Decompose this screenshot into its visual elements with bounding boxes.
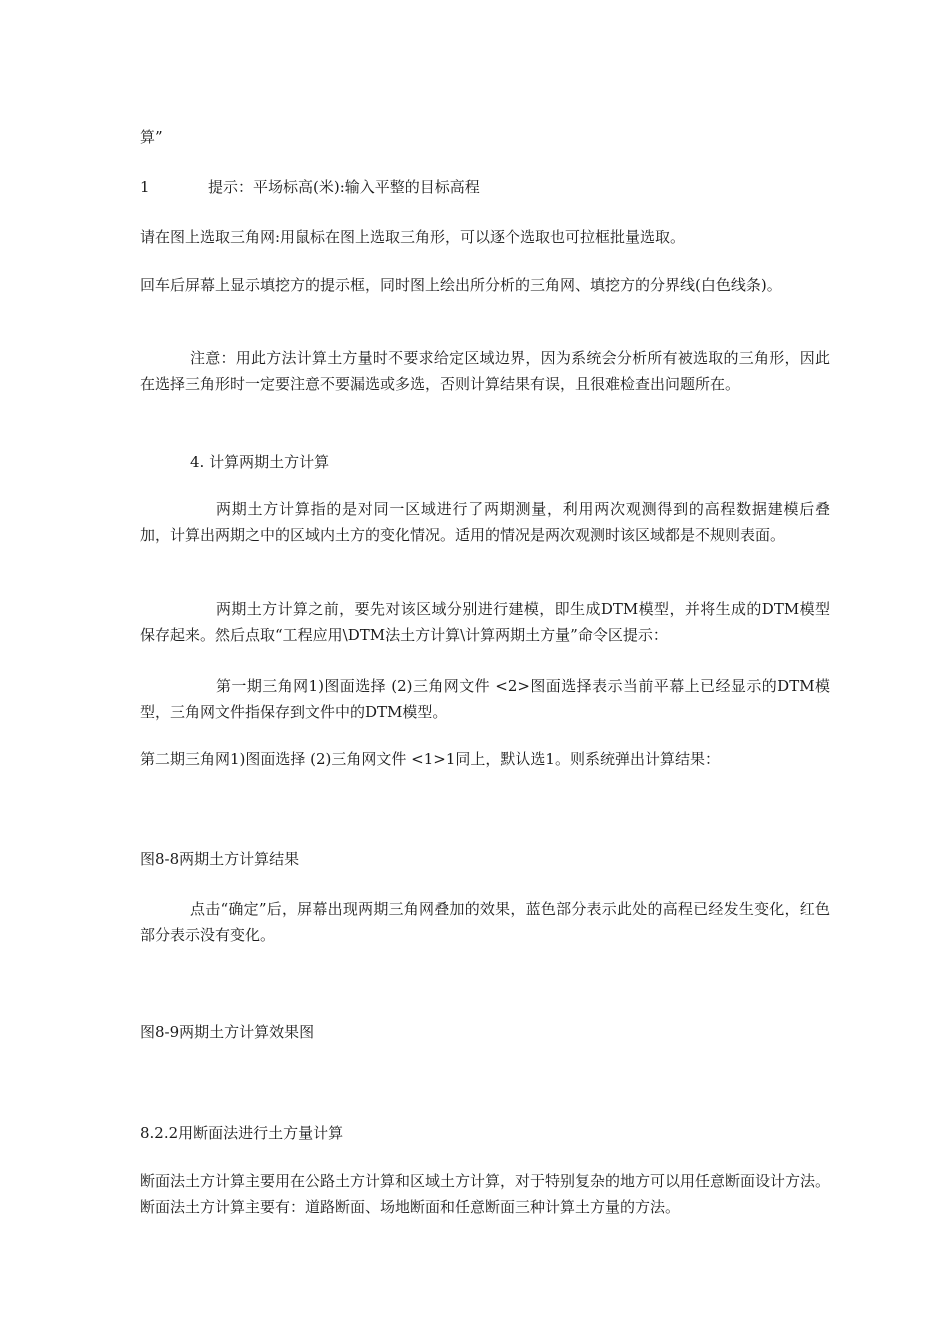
paragraph-continuation: 算” [140,128,163,146]
paragraph-second-phase: 第二期三角网1)图面选择 (2)三角网文件 <1>1同上，默认选1。则系统弹出计算结果： [140,750,720,768]
figure-caption-8-9: 图8-9两期土方计算效果图 [140,1023,315,1041]
paragraph-note: 注意：用此方法计算土方量时不要求给定区域边界，因为系统会分析所有被选取的三角形，因此在选择三角形时一定要注意不要漏选或多选，否则计算结果有误，且很难检查出问题所在。 [140,349,830,393]
paragraph-select-triangles: 请在图上选取三角网:用鼠标在图上选取三角形，可以逐个选取也可拉框批量选取。 [140,228,686,246]
paragraph-first-phase: 第一期三角网1)图面选择 (2)三角网文件 <2>图面选择表示当前平幕上已经显示的DTM模型，三角网文件指保存到文件中的DTM模型。 [140,677,830,721]
paragraph-two-phase-definition: 两期土方计算指的是对同一区域进行了两期测量，利用两次观测得到的高程数据建模后叠加，计算出两期之中的区域内土方的变化情况。适用的情况是两次观测时该区域都是不规则表面。 [140,500,830,544]
paragraph-confirm-effect: 点击“确定”后，屏幕出现两期三角网叠加的效果，蓝色部分表示此处的高程已经发生变化，红色部分表示没有变化。 [140,900,830,944]
prompt-text: 提示：平场标高(米):输入平整的目标高程 [208,178,480,196]
section-heading-4: 4. 计算两期土方计算 [190,453,330,471]
figure-caption-8-8: 图8-8两期土方计算结果 [140,850,300,868]
prompt-line [140,174,830,200]
prompt-number: 1 [140,178,150,196]
section-heading-8-2-2: 8.2.2用断面法进行土方量计算 [140,1124,344,1142]
paragraph-two-phase-procedure: 两期土方计算之前，要先对该区域分别进行建模，即生成DTM模型，并将生成的DTM模型保存起来。然后点取“工程应用\DTM法土方计算\计算两期土方量”命令区提示： [140,600,830,644]
paragraph-enter-result: 回车后屏幕上显示填挖方的提示框，同时图上绘出所分析的三角网、填挖方的分界线(白色线条)。 [140,276,782,294]
paragraph-cross-section-method: 断面法土方计算主要用在公路土方计算和区域土方计算，对于特别复杂的地方可以用任意断面设计方法。断面法土方计算主要有：道路断面、场地断面和任意断面三种计算土方量的方法。 [140,1172,831,1216]
